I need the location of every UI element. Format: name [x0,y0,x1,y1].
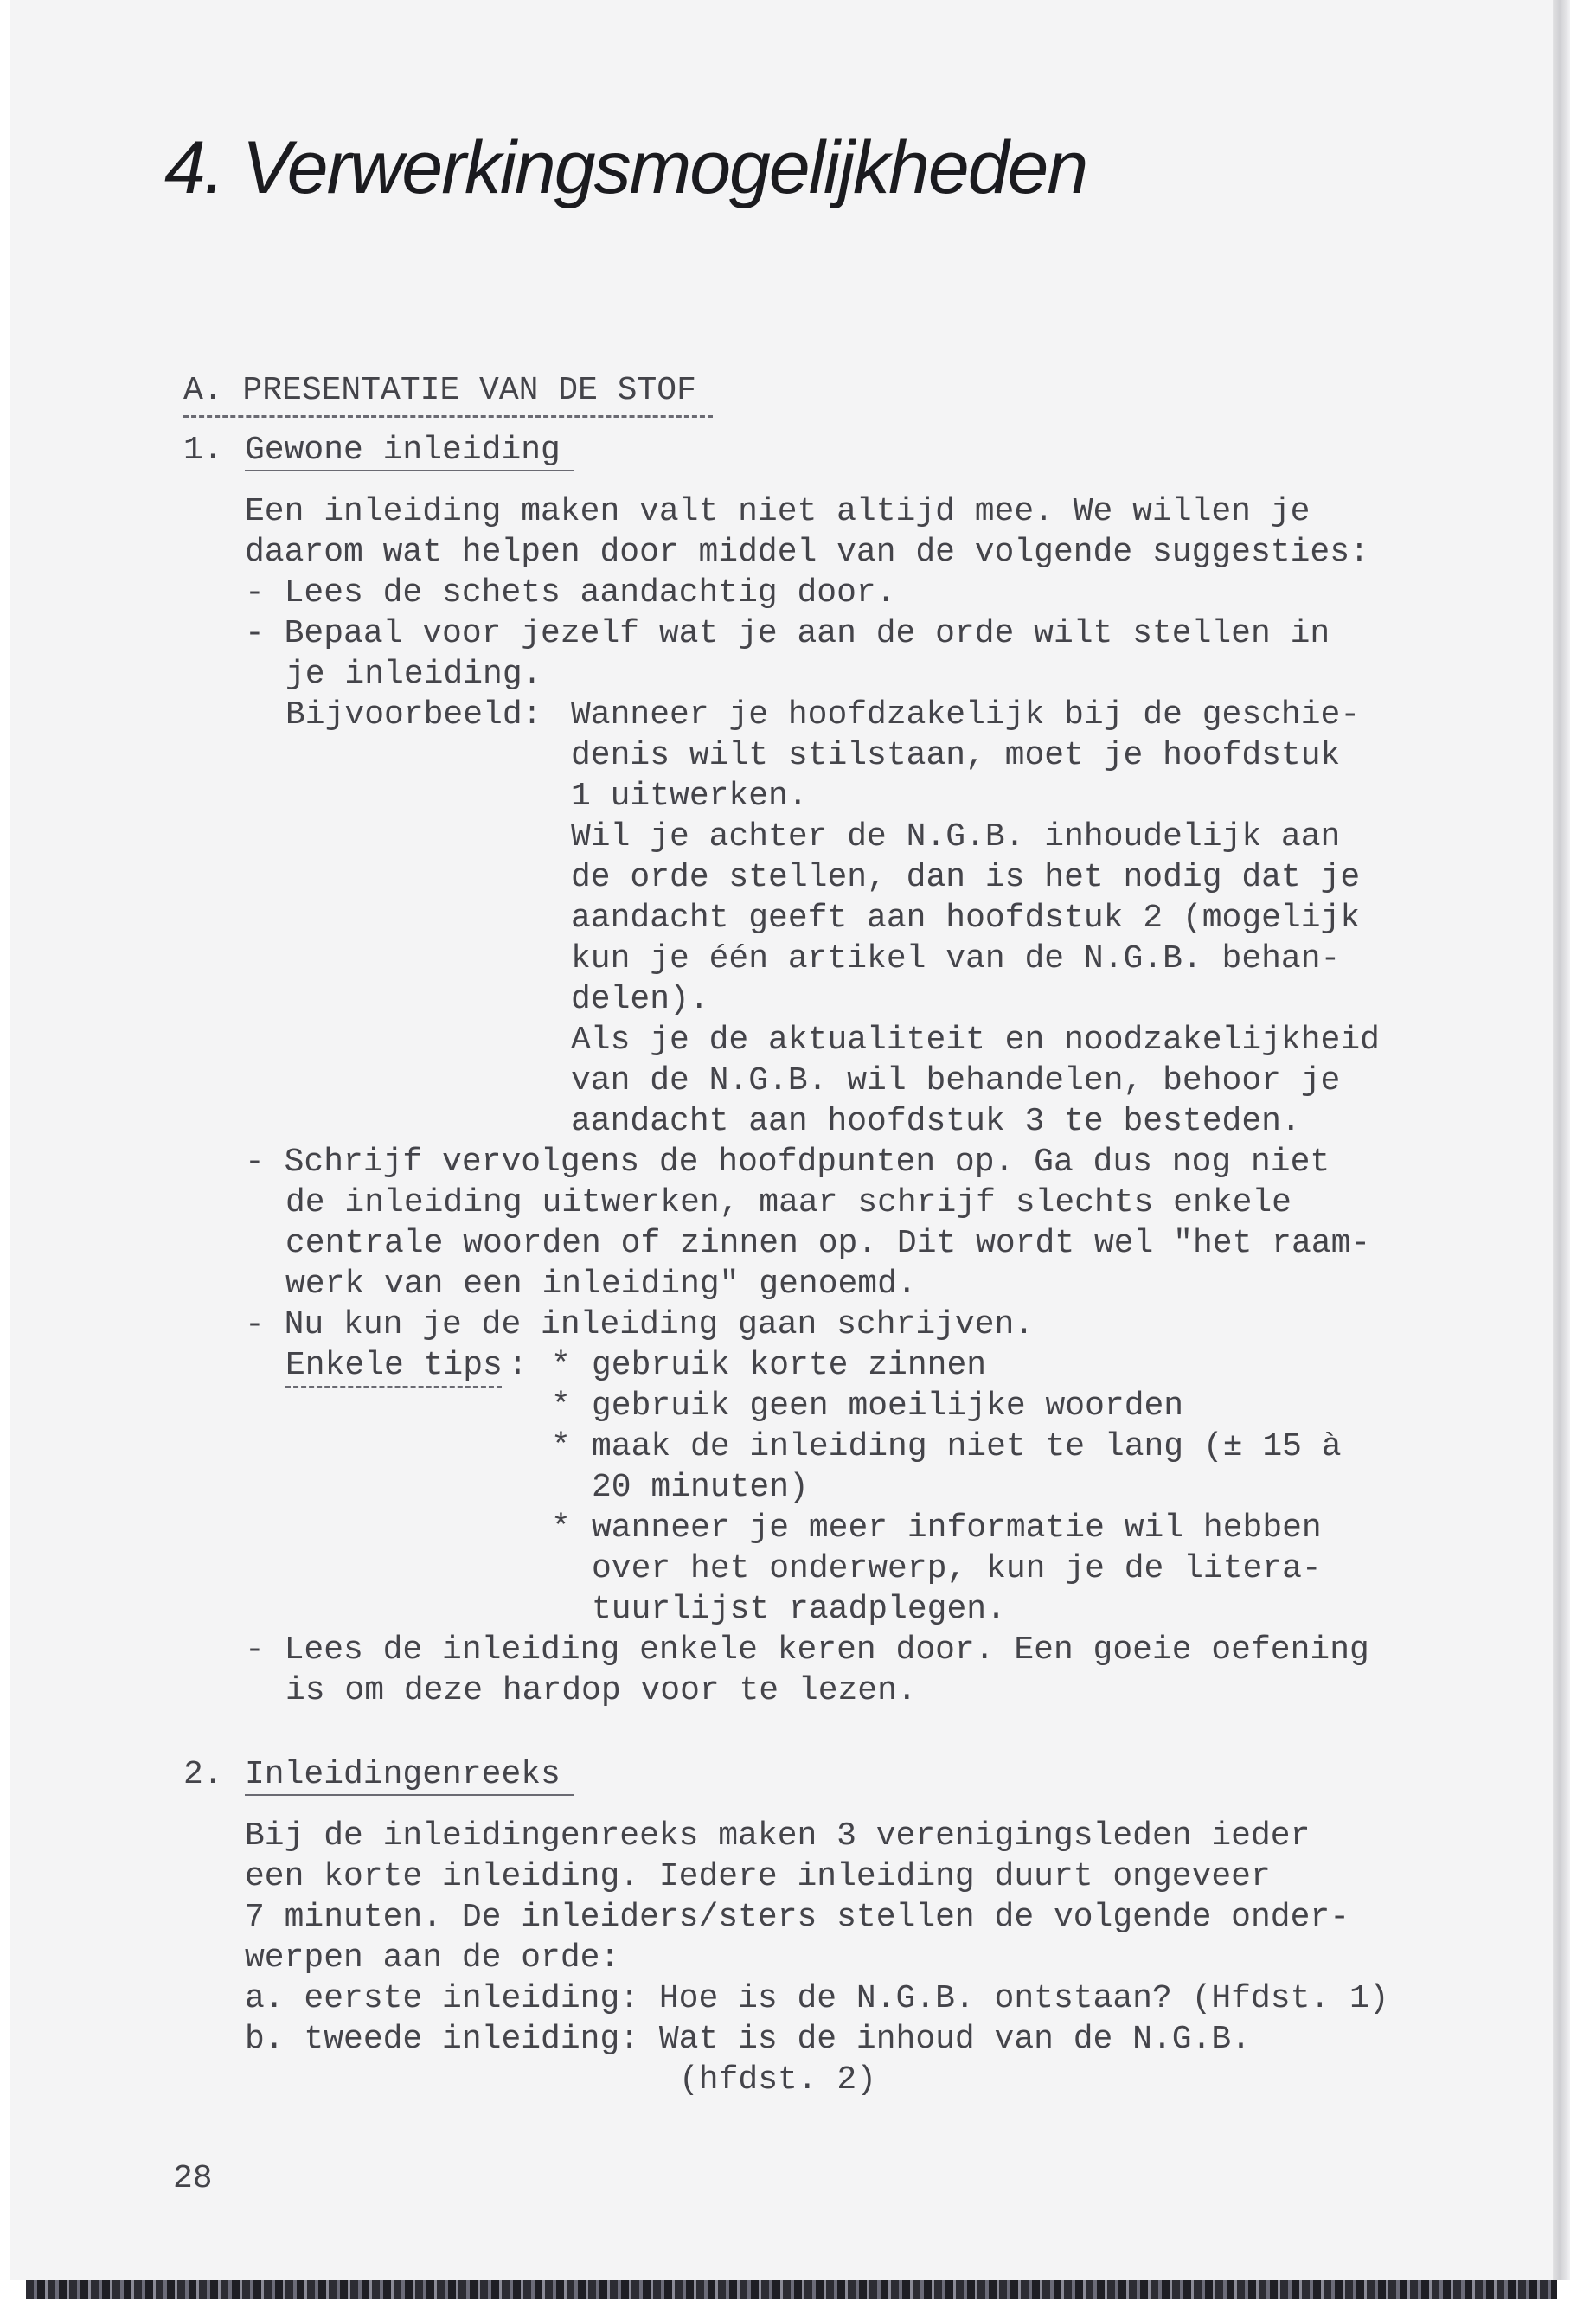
item-2-body-line-2: een korte inleiding. Iedere inleiding duurt ongeveer [245,1858,1271,1895]
example-line-1: Wanneer je hoofdzakelijk bij de geschie- [571,696,1361,734]
section-a-heading-underline [183,415,713,418]
example-label: Bijvoorbeeld: [285,696,542,734]
example-line-8: delen). [571,981,709,1018]
item-1-title-underline [245,470,574,471]
item-2-title: Inleidingenreeks [245,1756,561,1793]
example-line-3: 1 uitwerken. [571,778,808,815]
intro-line-2: daarom wat helpen door middel van de volgende suggesties: [245,534,1369,571]
example-line-2: denis wilt stilstaan, moet je hoofdstuk [571,737,1341,774]
tip-4-line-3: tuurlijst raadplegen. [592,1591,1006,1628]
page-number: 28 [173,2160,213,2197]
bullet-reread-line-2: is om deze hardop voor te lezen. [285,1672,917,1709]
bullet-decide-line-1: - Bepaal voor jezelf wat je aan de orde wilt stellen in [245,615,1330,652]
tip-2-line-1: gebruik geen moeilijke woorden [592,1388,1184,1425]
item-2-body-line-7: (hfdst. 2) [679,2061,877,2099]
scan-bottom-strip [26,2280,1557,2299]
item-2-body-line-4: werpen aan de orde: [245,1939,620,1977]
item-2-number: 2. [183,1756,223,1793]
tips-label-colon: : [508,1347,528,1384]
tip-4-line-1: wanneer je meer informatie wil hebben [592,1509,1322,1547]
tip-3-line-1: maak de inleiding niet te lang (± 15 à [592,1428,1342,1465]
bullet-reread-line-1: - Lees de inleiding enkele keren door. Een goeie oefening [245,1631,1369,1669]
example-line-10: van de N.G.B. wil behandelen, behoor je [571,1062,1341,1099]
example-line-4: Wil je achter de N.G.B. inhoudelijk aan [571,818,1341,856]
tips-label-underline [285,1386,502,1388]
intro-line-1: Een inleiding maken valt niet altijd mee. We willen je [245,493,1311,530]
bullet-write-line-4: werk van een inleiding" genoemd. [285,1266,917,1303]
example-line-11: aandacht aan hoofdstuk 3 te besteden. [571,1103,1301,1140]
example-line-9: Als je de aktualiteit en noodzakelijkheid [571,1022,1380,1059]
tip-1-star: * [551,1347,571,1384]
tip-4-line-2: over het onderwerp, kun je de litera- [592,1550,1322,1587]
tips-label: Enkele tips [285,1347,503,1384]
item-2-body-line-3: 7 minuten. De inleiders/sters stellen de volgende onder- [245,1899,1350,1936]
section-a-heading: A. PRESENTATIE VAN DE STOF [183,372,696,409]
document-page [10,0,1559,2280]
item-2-body-line-1: Bij de inleidingenreeks maken 3 verenigingsleden ieder [245,1817,1311,1855]
item-2-body-line-6: b. tweede inleiding: Wat is de inhoud van de N.G.B. [245,2021,1251,2058]
page-edge-shadow [1553,0,1570,2280]
bullet-write-line-3: centrale woorden of zinnen op. Dit wordt wel "het raam- [285,1225,1371,1262]
tip-2-star: * [551,1388,571,1425]
item-1-title: Gewone inleiding [245,432,561,469]
bullet-write-line-2: de inleiding uitwerken, maar schrijf slechts enkele [285,1184,1292,1221]
bullet-now-write: - Nu kun je de inleiding gaan schrijven. [245,1306,1035,1343]
item-2-body-line-5: a. eerste inleiding: Hoe is de N.G.B. ontstaan? (Hfdst. 1) [245,1980,1389,2017]
tip-3-star: * [551,1428,571,1465]
item-2-title-underline [245,1794,574,1796]
tip-1-line-1: gebruik korte zinnen [592,1347,987,1384]
item-1-number: 1. [183,432,223,469]
example-line-7: kun je één artikel van de N.G.B. behan- [571,940,1341,977]
bullet-decide-line-2: je inleiding. [285,656,542,693]
tip-4-star: * [551,1509,571,1547]
tip-3-line-2: 20 minuten) [592,1469,809,1506]
example-line-6: aandacht geeft aan hoofdstuk 2 (mogelijk [571,900,1361,937]
bullet-read-sketch: - Lees de schets aandachtig door. [245,574,896,612]
example-line-5: de orde stellen, dan is het nodig dat je [571,859,1361,896]
chapter-title: 4. Verwerkingsmogelijkheden [164,126,1087,209]
bullet-write-line-1: - Schrijf vervolgens de hoofdpunten op. Ga dus nog niet [245,1144,1330,1181]
